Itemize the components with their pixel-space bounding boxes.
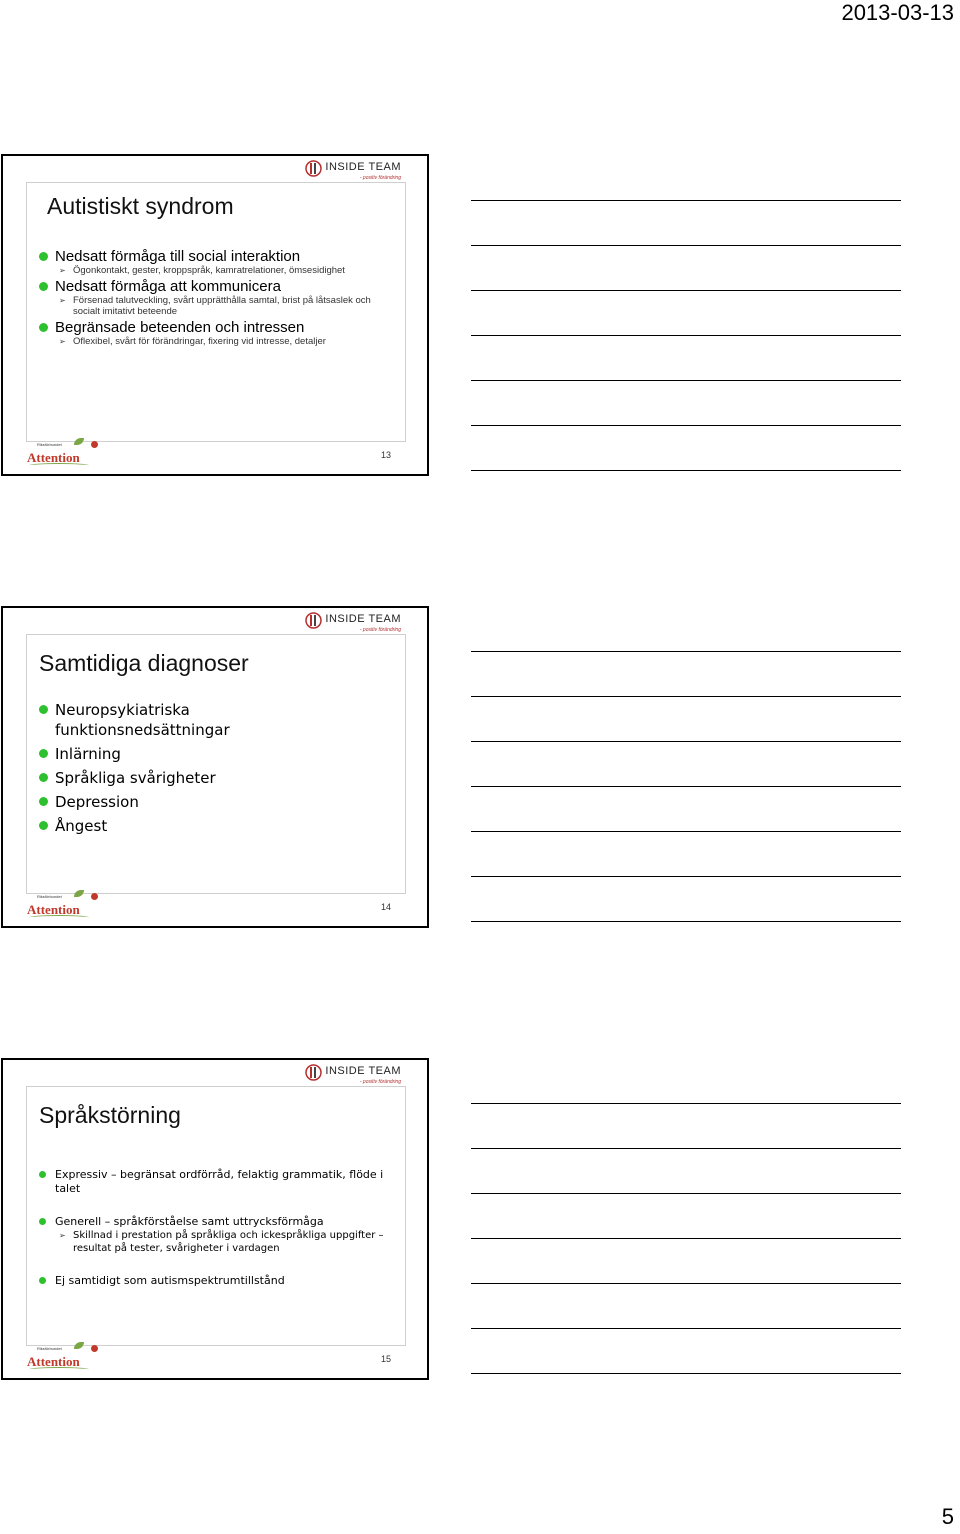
note-line bbox=[471, 335, 901, 336]
slide-title: Autistiskt syndrom bbox=[47, 193, 234, 219]
bullet-dot-icon bbox=[39, 705, 48, 714]
inside-team-logo bbox=[305, 160, 401, 184]
slide-13 bbox=[1, 154, 429, 476]
note-line bbox=[471, 1373, 901, 1374]
leaf-icon bbox=[74, 1342, 84, 1349]
note-line bbox=[471, 245, 901, 246]
swoosh-icon bbox=[29, 1367, 89, 1372]
bullet-dot-icon bbox=[39, 773, 48, 782]
inside-team-tagline: - positiv förändring bbox=[359, 175, 401, 181]
inside-team-logo-text: INSIDE TEAM bbox=[325, 613, 401, 625]
bullet-text: Depression bbox=[55, 793, 139, 811]
apple-icon bbox=[91, 441, 98, 448]
bullet-dot-icon bbox=[39, 749, 48, 758]
leaf-icon bbox=[74, 890, 84, 897]
bullet-text: Begränsade beteenden och intressen bbox=[55, 319, 305, 336]
note-line bbox=[471, 290, 901, 291]
attention-logo-small-text: Riksförbundet bbox=[37, 442, 62, 447]
bullet-text: Nedsatt förmåga att kommunicera bbox=[55, 278, 281, 295]
bullet-list bbox=[39, 1168, 389, 1307]
bullet-text: Ej samtidigt som autismspektrumtillstånd bbox=[55, 1274, 285, 1287]
bullet-list bbox=[39, 248, 389, 349]
note-line bbox=[471, 425, 901, 426]
bullet-text: Generell – språkförståelse samt uttrycksförmåga bbox=[55, 1215, 324, 1228]
bullet-dot-icon bbox=[39, 1171, 46, 1178]
bullet-text: Nedsatt förmåga till social interaktion bbox=[55, 248, 301, 265]
note-line bbox=[471, 696, 901, 697]
bullet-dot-icon bbox=[39, 797, 48, 806]
inside-team-tagline: - positiv förändring bbox=[359, 627, 401, 633]
note-line bbox=[471, 1328, 901, 1329]
attention-logo bbox=[27, 896, 80, 918]
bullet-text: Neuropsykiatriska funktionsnedsättningar bbox=[55, 701, 230, 739]
sub-list bbox=[55, 295, 389, 317]
swoosh-icon bbox=[29, 915, 89, 920]
slide-title: Samtidiga diagnoser bbox=[39, 650, 249, 676]
note-line bbox=[471, 1283, 901, 1284]
bullet-text: Expressiv – begränsat ordförråd, felaktig grammatik, flöde i talet bbox=[55, 1168, 384, 1195]
slide-number: 15 bbox=[380, 1354, 391, 1364]
bullet-dot-icon bbox=[39, 1277, 46, 1284]
page-number: 5 bbox=[941, 1504, 954, 1529]
notes-lines bbox=[471, 651, 901, 966]
arrow-bullet-icon: ➢ bbox=[59, 266, 66, 275]
bullet-dot-icon bbox=[39, 1218, 46, 1225]
bullet-dot-icon bbox=[39, 252, 48, 261]
arrow-bullet-icon: ➢ bbox=[59, 337, 66, 346]
sub-list-item bbox=[55, 295, 389, 317]
sub-bullet-text: Försenad talutveckling, svårt upprätthålla samtal, brist på låtsaslek och socialt imitativt beteende bbox=[73, 295, 371, 317]
inside-team-logo bbox=[305, 1064, 401, 1088]
arrow-bullet-icon: ➢ bbox=[59, 1231, 66, 1240]
list-item bbox=[39, 792, 359, 812]
inside-team-mark-icon bbox=[305, 612, 322, 629]
inside-team-logo-text: INSIDE TEAM bbox=[325, 161, 401, 173]
note-line bbox=[471, 380, 901, 381]
bullet-dot-icon bbox=[39, 282, 48, 291]
note-line bbox=[471, 831, 901, 832]
note-line bbox=[471, 741, 901, 742]
list-item bbox=[39, 1215, 389, 1255]
list-item bbox=[39, 768, 359, 788]
page-date: 2013-03-13 bbox=[841, 0, 954, 25]
sub-bullet-text: Skillnad i prestation på språkliga och ickespråkliga uppgifter – resultat på tester, svårigheter i vardagen bbox=[73, 1230, 384, 1254]
inside-team-logo-text: INSIDE TEAM bbox=[325, 1065, 401, 1077]
attention-logo bbox=[27, 444, 80, 466]
list-item bbox=[39, 1168, 389, 1196]
inside-team-mark-icon bbox=[305, 1064, 322, 1081]
attention-logo-small-text: Riksförbundet bbox=[37, 894, 62, 899]
sub-list bbox=[55, 336, 389, 347]
bullet-text: Ångest bbox=[55, 817, 108, 835]
sub-list-item bbox=[55, 265, 389, 276]
inside-team-tagline: - positiv förändring bbox=[359, 1079, 401, 1085]
notes-lines bbox=[471, 200, 901, 515]
sub-list-item bbox=[55, 336, 389, 347]
attention-logo-word: Attention bbox=[27, 1354, 80, 1369]
list-item bbox=[39, 744, 359, 764]
note-line bbox=[471, 200, 901, 201]
slide-15 bbox=[1, 1058, 429, 1380]
list-item bbox=[39, 248, 389, 276]
attention-logo-small-text: Riksförbundet bbox=[37, 1346, 62, 1351]
slide-number: 13 bbox=[380, 450, 391, 460]
note-line bbox=[471, 1193, 901, 1194]
apple-icon bbox=[91, 1345, 98, 1352]
inside-team-mark-icon bbox=[305, 160, 322, 177]
note-line bbox=[471, 786, 901, 787]
sub-bullet-text: Oflexibel, svårt för förändringar, fixering vid intresse, detaljer bbox=[73, 336, 326, 347]
bullet-dot-icon bbox=[39, 323, 48, 332]
leaf-icon bbox=[74, 438, 84, 445]
list-item bbox=[39, 278, 389, 317]
note-line bbox=[471, 921, 901, 922]
attention-logo-word: Attention bbox=[27, 902, 80, 917]
sub-list bbox=[55, 265, 389, 276]
arrow-bullet-icon: ➢ bbox=[59, 296, 66, 305]
note-line bbox=[471, 651, 901, 652]
note-line bbox=[471, 470, 901, 471]
bullet-text: Språkliga svårigheter bbox=[55, 769, 216, 787]
list-item bbox=[39, 319, 389, 347]
list-item bbox=[39, 816, 359, 836]
note-line bbox=[471, 1103, 901, 1104]
list-item bbox=[39, 700, 359, 740]
attention-logo bbox=[27, 1348, 80, 1370]
bullet-text: Inlärning bbox=[55, 745, 121, 763]
swoosh-icon bbox=[29, 463, 89, 468]
sub-list bbox=[55, 1229, 389, 1255]
slide-14 bbox=[1, 606, 429, 928]
sub-list-item bbox=[55, 1229, 389, 1255]
slide-number: 14 bbox=[380, 902, 391, 912]
attention-logo-word: Attention bbox=[27, 450, 80, 465]
apple-icon bbox=[91, 893, 98, 900]
inside-team-logo bbox=[305, 612, 401, 636]
sub-bullet-text: Ögonkontakt, gester, kroppspråk, kamratrelationer, ömsesidighet bbox=[73, 265, 345, 276]
note-line bbox=[471, 1148, 901, 1149]
bullet-list bbox=[39, 700, 359, 840]
notes-lines bbox=[471, 1103, 901, 1418]
slide-title: Språkstörning bbox=[39, 1102, 181, 1128]
bullet-dot-icon bbox=[39, 821, 48, 830]
note-line bbox=[471, 876, 901, 877]
note-line bbox=[471, 1238, 901, 1239]
list-item bbox=[39, 1274, 389, 1288]
